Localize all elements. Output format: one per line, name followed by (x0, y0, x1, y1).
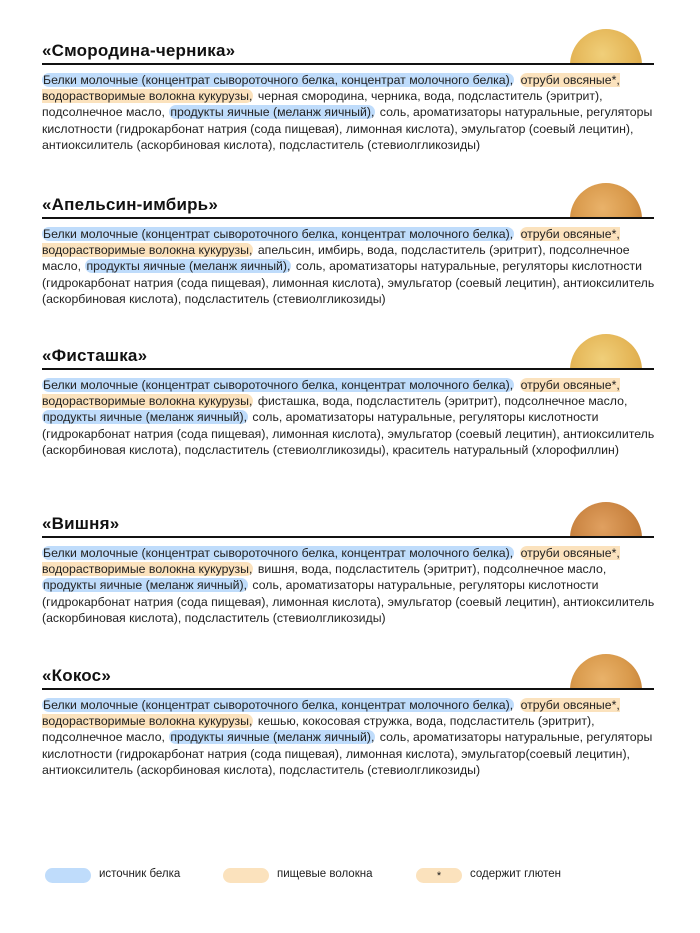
section-divider (42, 536, 654, 538)
plain-text: апельсин, имбирь, вода, подсластитель (эритрит), подсолнечное масло, (42, 243, 630, 274)
ingredients-text (42, 226, 662, 307)
plain-text: фисташка, вода, подсластитель (эритрит), подсолнечное масло, (254, 394, 628, 409)
protein-swatch (45, 868, 91, 883)
section-divider (42, 63, 654, 65)
protein-highlight: Белки молочные (концентрат сывороточного белка, концентрат молочного белка), (43, 698, 514, 712)
fiber-highlight: отруби овсяные*, водорастворимые волокна кукурузы, (42, 378, 620, 409)
fiber-highlight: отруби овсяные*, водорастворимые волокна кукурузы, (42, 546, 620, 577)
product-section-pistachio (42, 340, 654, 458)
product-title: «Вишня» (42, 514, 120, 533)
section-header (42, 35, 654, 65)
section-header (42, 660, 654, 690)
cookie-image (566, 654, 646, 688)
ingredients-text (42, 545, 662, 626)
ingredients-text (42, 697, 662, 778)
plain-text (514, 378, 519, 392)
protein-highlight: Белки молочные (концентрат сывороточного белка, концентрат молочного белка), (43, 73, 514, 87)
plain-text: черная смородина, черника, вода, подсластитель (эритрит), подсолнечное масло, (42, 89, 603, 120)
plain-text (514, 546, 519, 560)
fiber-swatch (223, 868, 269, 883)
cookie-image (566, 29, 646, 63)
section-divider (42, 217, 654, 219)
plain-text: вишня, вода, подсластитель (эритрит), подсолнечное масло, (254, 562, 607, 577)
section-divider (42, 368, 654, 370)
legend-label: источник белка (99, 868, 181, 880)
cookie-image (566, 502, 646, 536)
plain-text: кешью, кокосовая стружка, вода, подсластитель (эритрит), подсолнечное масло, (42, 714, 595, 745)
product-title: «Апельсин-имбирь» (42, 195, 218, 214)
cookie-image (566, 183, 646, 217)
protein-highlight: продукты яичные (меланж яичный), (170, 105, 375, 120)
section-header (42, 508, 654, 538)
plain-text: соль, ароматизаторы натуральные, регуляторы кислотности (гидрокарбонат натрия (сода пищевая), лимонная кислота), эмульгатор (соевый лецитин), антиоксилитель (аскорбиновая кислота), подсластитель (стевиолгликозиды), краситель натуральный (хлорофиллин) (42, 410, 655, 457)
product-title: «Смородина-черника» (42, 41, 236, 60)
product-section-blackcurrant-blueberry (42, 35, 654, 153)
section-divider (42, 688, 654, 690)
plain-text (514, 227, 519, 241)
fiber-highlight: отруби овсяные*, водорастворимые волокна кукурузы, (42, 227, 620, 258)
protein-highlight: Белки молочные (концентрат сывороточного белка, концентрат молочного белка), (43, 546, 514, 560)
plain-text: соль, ароматизаторы натуральные, регуляторы кислотности (гидрокарбонат натрия (сода пищевая), лимонная кислота), эмульгатор (соевый лецитин), антиоксилитель (аскорбиновая кислота), подсластитель (стевиолгликозиды) (42, 105, 653, 152)
protein-highlight: продукты яичные (меланж яичный), (86, 259, 291, 274)
section-header (42, 189, 654, 219)
asterisk-mark: * (436, 870, 442, 882)
gluten-swatch (416, 868, 462, 883)
ingredients-text (42, 72, 662, 153)
plain-text (514, 73, 519, 87)
plain-text (514, 698, 519, 712)
product-title: «Фисташка» (42, 346, 148, 365)
protein-highlight: Белки молочные (концентрат сывороточного белка, концентрат молочного белка), (43, 378, 514, 392)
fiber-highlight: отруби овсяные*, водорастворимые волокна кукурузы, (42, 698, 620, 729)
fiber-highlight: отруби овсяные*, водорастворимые волокна кукурузы, (42, 73, 620, 104)
product-section-orange-ginger (42, 189, 654, 307)
section-header (42, 340, 654, 370)
plain-text: соль, ароматизаторы натуральные, регуляторы кислотности (гидрокарбонат натрия (сода пищевая), лимонная кислота), эмульгатор(соевый лецитин), антиоксилитель (аскорбиновая кислота), подсластитель (стевиолгликозиды) (42, 730, 653, 777)
legend-label: содержит глютен (470, 868, 562, 880)
product-section-cherry (42, 508, 654, 626)
protein-highlight: Белки молочные (концентрат сывороточного белка, концентрат молочного белка), (43, 227, 514, 241)
legend (45, 867, 585, 885)
protein-highlight: продукты яичные (меланж яичный), (43, 578, 247, 593)
plain-text: соль, ароматизаторы натуральные, регуляторы кислотности (гидрокарбонат натрия (сода пищевая), лимонная кислота), эмульгатор (соевый лецитин), антиоксилитель (аскорбиновая кислота), подсластитель (стевиолгликозиды) (42, 578, 655, 625)
product-section-coconut (42, 660, 654, 778)
protein-highlight: продукты яичные (меланж яичный), (170, 730, 375, 745)
ingredients-text (42, 377, 662, 458)
protein-highlight: продукты яичные (меланж яичный), (43, 410, 247, 425)
cookie-image (566, 334, 646, 368)
product-title: «Кокос» (42, 666, 111, 685)
plain-text: соль, ароматизаторы натуральные, регуляторы кислотности (гидрокарбонат натрия (сода пищевая), лимонная кислота), эмульгатор (соевый лецитин), антиоксилитель (аскорбиновая кислота), подсластитель (стевиолгликозиды) (42, 259, 655, 306)
legend-label: пищевые волокна (277, 868, 373, 880)
